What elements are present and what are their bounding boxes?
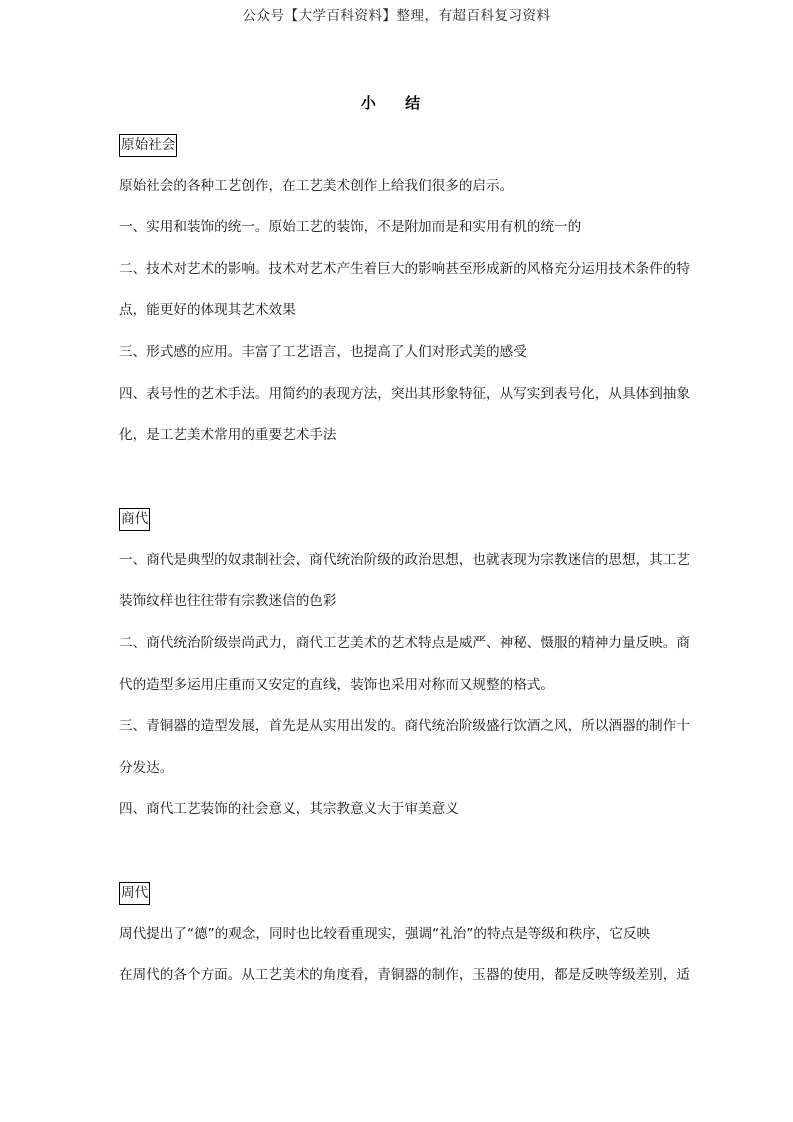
section-heading-label: 商代 (119, 508, 150, 531)
paragraph-line: 周代提出了“德”的观念，同时也比较看重现实，强调“礼治”的特点是等级和秩序，它反映 (119, 926, 651, 942)
paragraph-line: 代的造型多运用庄重而又安定的直线，装饰也采用对称而又规整的格式。 (119, 677, 554, 693)
paragraph-line: 一、实用和装饰的统一。原始工艺的装饰，不是附加而是和实用有机的统一的 (119, 219, 582, 235)
page-header-watermark: 公众号【大学百科资料】整理，有超百科复习资料 (242, 8, 551, 24)
paragraph-line: 四、商代工艺装饰的社会意义，其宗教意义大于审美意义 (119, 801, 459, 817)
section-heading-zhou (119, 882, 150, 905)
paragraph-line: 原始社会的各种工艺创作，在工艺美术创作上给我们很多的启示。 (119, 178, 514, 194)
paragraph-line: 一、商代是典型的奴隶制社会，商代统治阶级的政治思想，也就表现为宗教迷信的思想，其工艺 (119, 552, 690, 568)
section-heading-label: 周代 (119, 882, 150, 905)
paragraph-line: 分发达。 (119, 760, 174, 776)
section-heading-shang (119, 508, 150, 531)
paragraph-line: 三、形式感的应用。丰富了工艺语言，也提高了人们对形式美的感受 (119, 344, 527, 360)
paragraph-line: 二、技术对艺术的影响。技术对艺术产生着巨大的影响甚至形成新的风格充分运用技术条件的特 (119, 261, 690, 277)
paragraph-line: 四、表号性的艺术手法。用简约的表现方法，突出其形象特征，从写实到表号化，从具体到抽象 (119, 386, 690, 402)
section-heading-label: 原始社会 (119, 134, 177, 157)
paragraph-line: 三、青铜器的造型发展，首先是从实用出发的。商代统治阶级盛行饮酒之风，所以酒器的制作十 (119, 718, 690, 734)
paragraph-line: 化，是工艺美术常用的重要艺术手法 (119, 427, 337, 443)
paragraph-line: 装饰纹样也往往带有宗教迷信的色彩 (119, 593, 337, 609)
paragraph-line: 二、商代统治阶级崇尚武力，商代工艺美术的艺术特点是威严、神秘、慑服的精神力量反映。商 (119, 635, 690, 651)
page-title: 小 结 (360, 94, 433, 112)
paragraph-line: 在周代的各个方面。从工艺美术的角度看，青铜器的制作，玉器的使用，都是反映等级差别，适 (119, 967, 690, 983)
paragraph-line: 点，能更好的体现其艺术效果 (119, 302, 296, 318)
section-heading-primitive (119, 134, 177, 157)
